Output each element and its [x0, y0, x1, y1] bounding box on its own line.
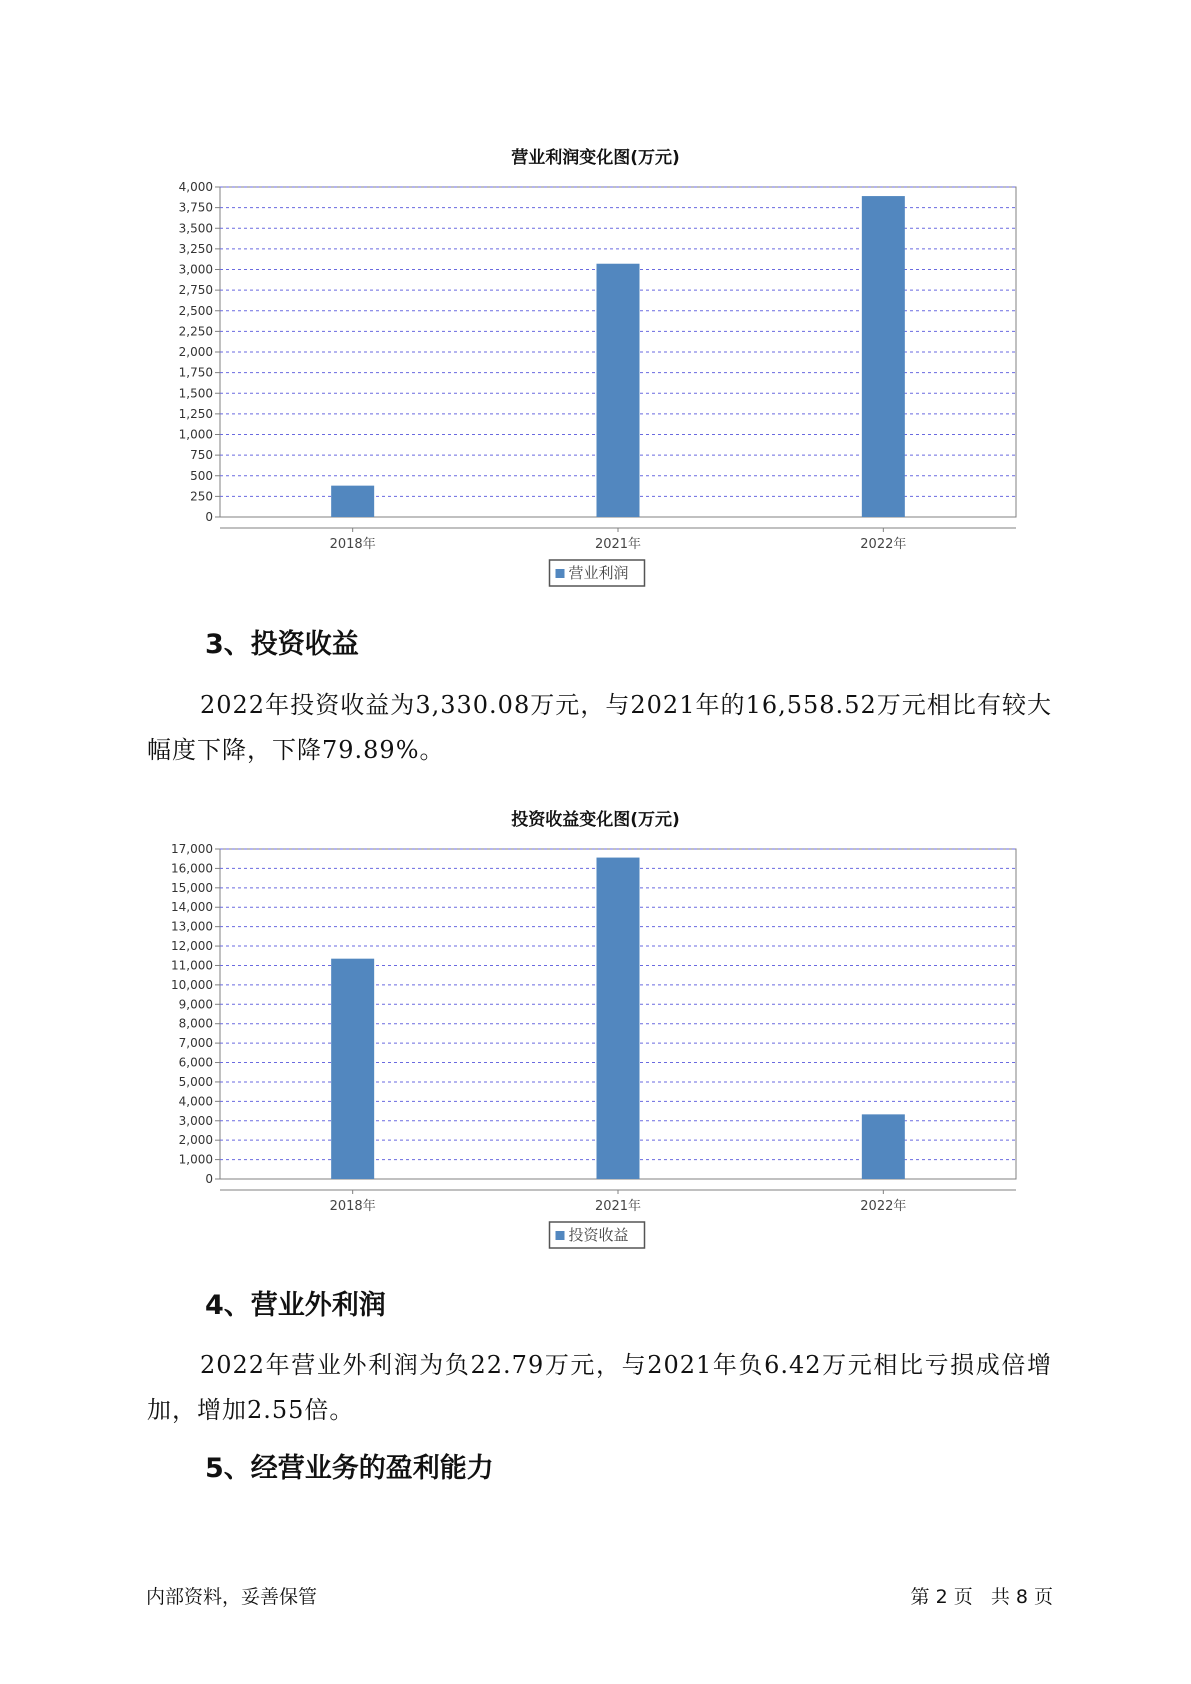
x-tick-label: 2021年 [594, 537, 642, 552]
y-tick-label: 250 [190, 489, 213, 504]
y-tick-label: 17,000 [171, 842, 213, 856]
y-tick-label: 11,000 [171, 958, 213, 973]
y-tick-label: 6,000 [178, 1055, 213, 1070]
y-tick-label: 3,000 [178, 1113, 213, 1128]
bar-2018年 [331, 959, 374, 1179]
y-tick-label: 0 [205, 510, 213, 524]
y-tick-label: 2,000 [178, 345, 213, 359]
y-tick-label: 1,000 [178, 427, 213, 442]
bar-2022年 [862, 1114, 905, 1179]
legend-label: 投资收益 [568, 1226, 629, 1244]
section-4-paragraph: 2022年营业外利润为负22.79万元，与2021年负6.42万元相比亏损成倍增加，增加2.55倍。 [147, 1351, 1052, 1424]
operating-profit-chart [0, 170, 1191, 590]
y-tick-label: 12,000 [171, 939, 213, 954]
y-tick-label: 16,000 [171, 861, 213, 876]
bar-2021年 [597, 858, 640, 1179]
y-tick-label: 3,500 [178, 221, 213, 236]
y-tick-label: 4,000 [178, 1094, 213, 1109]
y-tick-label: 2,000 [178, 1133, 213, 1148]
legend-swatch [556, 569, 565, 578]
footer-page-number: 第 2 页 共 8 页 [910, 1586, 1053, 1608]
y-tick-label: 13,000 [171, 919, 213, 934]
y-tick-label: 10,000 [171, 977, 213, 992]
y-tick-label: 2,750 [178, 283, 213, 298]
y-tick-label: 5,000 [178, 1074, 213, 1089]
y-tick-label: 4,000 [178, 180, 213, 194]
y-tick-label: 750 [190, 448, 213, 463]
y-tick-label: 8,000 [178, 1016, 213, 1031]
y-tick-label: 3,000 [178, 262, 213, 277]
y-tick-label: 1,500 [178, 386, 213, 401]
x-tick-label: 2022年 [860, 537, 907, 552]
y-tick-label: 1,250 [178, 406, 213, 421]
investment-income-chart [0, 832, 1191, 1252]
y-tick-label: 9,000 [178, 997, 213, 1012]
y-tick-label: 2,250 [178, 324, 213, 339]
section-4-heading: 4、营业外利润 [205, 1290, 386, 1321]
x-tick-label: 2022年 [860, 1199, 907, 1214]
chart1-title: 营业利润变化图(万元) [511, 148, 680, 168]
footer-confidential-note: 内部资料，妥善保管 [146, 1586, 318, 1608]
y-tick-label: 7,000 [178, 1036, 213, 1051]
y-tick-label: 1,000 [178, 1152, 213, 1167]
y-tick-label: 0 [205, 1172, 213, 1186]
x-tick-label: 2018年 [329, 1199, 376, 1214]
bar-2022年 [862, 196, 905, 517]
bar-2018年 [331, 486, 374, 517]
x-tick-label: 2021年 [594, 1199, 642, 1214]
section-5-heading: 5、经营业务的盈利能力 [205, 1453, 494, 1484]
y-tick-label: 15,000 [171, 880, 213, 895]
y-tick-label: 14,000 [171, 900, 213, 915]
x-tick-label: 2018年 [329, 537, 376, 552]
section-3-paragraph: 2022年投资收益为3,330.08万元，与2021年的16,558.52万元相比有较大幅度下降，下降79.89%。 [147, 691, 1052, 764]
y-tick-label: 3,250 [178, 241, 213, 256]
legend-swatch [556, 1231, 565, 1240]
bar-2021年 [597, 264, 640, 517]
y-tick-label: 2,500 [178, 303, 213, 318]
y-tick-label: 1,750 [178, 365, 213, 380]
y-tick-label: 3,750 [178, 200, 213, 215]
legend-label: 营业利润 [568, 564, 629, 582]
y-tick-label: 500 [190, 468, 213, 483]
section-3-heading: 3、投资收益 [205, 629, 359, 660]
chart2-title: 投资收益变化图(万元) [511, 810, 680, 830]
